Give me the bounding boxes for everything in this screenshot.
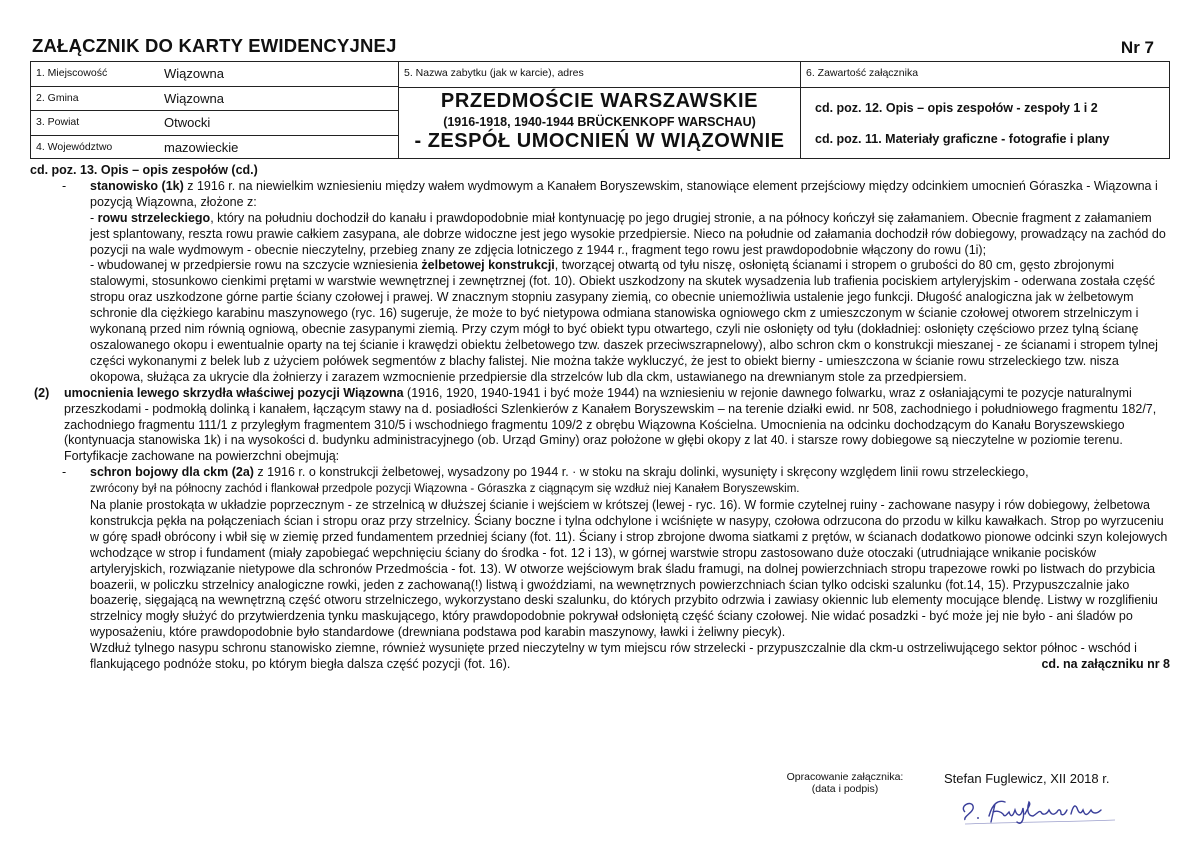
- field-label: 3. Powiat: [36, 116, 80, 128]
- attachment-number: Nr 7: [1120, 38, 1154, 57]
- divider: [399, 87, 800, 88]
- contents-cell: [801, 62, 1169, 158]
- field-row-commune: [31, 87, 398, 112]
- term-schron: schron bojowy dla ckm (2a): [90, 465, 254, 480]
- field-label: 4. Województwo: [36, 140, 113, 153]
- paragraph-text: z 1916 r. na niewielkim wzniesieniu między wałem wydmowym a Kanałem Boryszewskim, stanowiące element przejściowy między odcinkiem umocnień Góraszka - Wiązowna i pozycją Wiązowna, złożone z:: [90, 178, 1158, 209]
- paragraph-rowu: [30, 211, 1170, 259]
- location-fields: [31, 62, 399, 158]
- term-rowu: rowu strzeleckiego: [97, 210, 211, 225]
- author-date: Stefan Fuglewicz, XII 2018 r.: [944, 771, 1110, 786]
- field-label: 2. Gmina: [36, 91, 79, 104]
- prepared-label: Opracowanie załącznika:: [786, 771, 904, 783]
- paragraph-stanowisko: [30, 179, 1170, 211]
- list-dash: -: [62, 178, 67, 193]
- term-umocnienia: umocnienia lewego skrzydła właściwej pozycji Wiązowna: [64, 385, 404, 400]
- document-body: [30, 163, 1170, 673]
- paragraph-text: z 1916 r. o konstrukcji żelbetowej, wysadzony po 1944 r. · w stoku na skraju dolinki, wysunięty i skręcony względem linii rowu strzeleckiego,: [253, 465, 1029, 480]
- paragraph-schron: [30, 465, 1170, 498]
- paragraph-text: , tworzącej otwartą od tyłu niszę, osłoniętą ścianami i stropem o grubości do 80 cm, gęsto zbrojonymi stalowymi, stosunkowo cienkimi prętami w warstwie wewnętrznej i zewnętrznej (fot. 10). Obiekt uszkodzony na skutek wysadzenia lub trafienia pociskiem artyleryjskim - oderwana została część stropu oraz uszkodzone górne partie ściany czołowej i prawej. W znacznym stopniu zasypany ziemią, co obecnie uniemożliwia ustalenie jego funkcji. Długość analogiczna jak w żelbetowym schronie dla ciężkiego karabinu maszynowego (ryc. 16) sugeruje, że może to być nietypowa odmiana stanowiska ogniowego ckm z umieszczonym w ścianie czołowej otworem strzelniczym i wykonaną przed nim równią ogniową, obecnie zasypanymi ziemią. Przy czym mógł to być obiekt typu otwartego, czyli nie osłonięty od tyłu (dokładniej: osłonięty częściowo przez tylną ścianę oszalowanego okopu i ewentualnie oparty na tej ścianie i krawędzi obiektu żelbetowego tzw. daszek przeciwszrapnelowy), albo schron ckm o konstrukcji mieszanej - ze ścianami i stropem tylnej części wykonanymi z belek lub z użyciem połówek segmentów z blachy falistej. Nie można także wykluczyć, że jest to obiekt bierny - umieszczona w ścianie rowu strzeleckiego tzw. nisza okopowa, służąca za ukrycie dla żołnierzy i zarazem wzmocnienie przedpiersie dla strzelców lub dla ckm, ustawianego na drewnianym stole za przedpiersiem.: [90, 258, 1158, 384]
- monument-name-line2: (1916-1918, 1940-1944 BRÜCKENKOPF WARSCHAU): [443, 115, 756, 129]
- paragraph-text-small: zwrócony był na północny zachód i flankował przedpole pozycji Wiązowna - Góraszka z ciągnącym się wzdłuż niej Kanałem Boryszewskim.: [90, 483, 800, 496]
- field-row-county: [31, 111, 398, 136]
- header-table: [30, 61, 1170, 159]
- handwritten-signature: [955, 792, 1125, 831]
- continued-note: cd. na załączniku nr 8: [1041, 657, 1170, 671]
- paragraph-text: (1916, 1920, 1940-1941 i być może 1944) na wzniesieniu w rejonie dawnego folwarku, wraz z osłaniającymi te pozycje naturalnymi przeszkodami - podmokłą dolinką i kanałem, łączącym stawy na d. posiadłości Szlenkierów z Kanałem Boryszewskim – na terenie działki ewid. nr 508, zachodniego i południowego fragmentu 182/7, zachodniego fragmentu 111/1 z przyległym fragmentem 310/5 i wschodniego fragmentu 109/2 z obrębu Wiązowna Kościelna. Umocnienia na odcinku dochodzącym do Kanału Boryszewskiego (kontynuacja stanowiska 1k) i na wysokości d. budynku administracyjnego (ob. Urząd Gminy) oraz położone w głębi okopy z lat 40. i starsze rowy dobiegowe są nieczytelne w poziomie terenu. Fortyfikacje zachowane na powierzchni obejmują:: [64, 385, 1157, 464]
- paragraph-plan: Na planie prostokąta w układzie poprzecznym - ze strzelnicą w dłuższej ścianie i wejściem w krótszej (lewej - ryc. 16). W formie czytelnej ruiny - zachowane nasypy i rów dobiegowy, żelbetowa konstrukcja pękła na połączeniach ścian i stropu oraz przy strzelnicy. Ściany boczne i tylna odchylone i wciśnięte w nasypy, czołowa odrzucona do przodu w kilku kawałkach. Strop po wyrzuceniu w górę spadł obrócony i wbił się w ziemię przed fundamentem przedniej ściany (fot. 11). Ściany i strop zbrojone dwoma siatkami z prętów, w ścianach dodatkowo pionowe odcinki szyn kolejowych wchodzące w strop i fundament (miały zapobiegać wepchnięciu ściany do środka - fot. 12 i 13), w górnej warstwie stropu zastosowano duże otoczaki (utrudniające wnikanie pocisków artyleryjskich, rozwiązanie nietypowe dla schronów Przedmościa - fot. 13). W otworze wejściowym brak śladu framugi, na dolnej powierzchniach stropu trapezowe rowki po listwach do przybicia boazerii, w policzku strzelnicy analogiczne rowki, jeden z zachowaną(!) listwą i gwoździami, na wewnętrznych powierzchniach ścian tylko odciski szalunku (fot.14, 15). Przypuszczalnie jako boazerię, sięgającą na wewnętrzną część otworu strzelniczego, wykorzystano deski szalunku, do których przybito odrzwia i zawiasy okiennic lub elementy mocujące blendę. Listwy w rozglifieniu strzelnicy mogły służyć do przytwierdzenia tynku maskującego, który prawdopodobnie pokrywał odsłoniętą część ściany czołowej. Nie widać posadzki - być może jej nie było - ani śladów po wyposażeniu, które prawdopodobnie było standardowe (drewniana podstawa pod karabin maszynowy, ławki i żeliwny piecyk).: [90, 498, 1168, 640]
- paragraph-nasyp: Wzdłuż tylnego nasypu schronu stanowisko ziemne, również wysunięte przed nieczytelny w tym miejscu rów strzelecki - przypuszczalnie dla ckm-u ostrzeliwującego sektor północ - wschód i flankującego podnóże stoku, po którym biegła dalsza część pozycji (fot. 16).: [90, 641, 1137, 672]
- monument-name-cell: [399, 62, 801, 158]
- paragraph-text: , który na południu dochodził do kanału i prawdopodobnie miał kontynuację po jego drugiej stronie, a na północy kończył się załamaniem. Obecnie fragment z załamaniem jest splantowany, reszta rowu prawie całkiem zasypana, ale dobrze widoczne jest jego wysokie przedpiersie. Nieco na południe od załamania dochodził rów dobiegowy, prowadzący na zachód do pozycji na wale wydmowym - obecnie nieczytelny, przebieg znany ze zdjęcia lotniczego z 1944 r., fragment tego rowu jest prawdopodobnie włączony do rowu (1i);: [90, 210, 1166, 257]
- contents-line2: cd. poz. 11. Materiały graficzne - fotografie i plany: [815, 132, 1110, 146]
- field-value: Wiązowna: [164, 66, 224, 81]
- monument-label: 5. Nazwa zabytku (jak w karcie), adres: [404, 67, 584, 79]
- field-value: mazowieckie: [164, 139, 239, 155]
- list-dash: -: [62, 465, 67, 480]
- field-row-voivodeship: [31, 136, 398, 160]
- list-prefix: - wbudowanej w przedpiersie rowu na szczycie wzniesienia: [90, 258, 422, 273]
- field-value: Otwocki: [164, 115, 211, 130]
- monument-name-line3: - ZESPÓŁ UMOCNIEŃ W WIĄZOWNIE: [414, 130, 785, 152]
- list-prefix: -: [90, 210, 98, 225]
- contents-line1: cd. poz. 12. Opis – opis zespołów - zespoły 1 i 2: [815, 101, 1098, 115]
- section-heading: cd. poz. 13. Opis – opis zespołów (cd.): [30, 163, 258, 177]
- divider: [801, 87, 1169, 88]
- page-title: ZAŁĄCZNIK DO KARTY EWIDENCYJNEJ: [32, 35, 397, 56]
- field-label: 1. Miejscowość: [36, 67, 108, 79]
- field-value: Wiązowna: [164, 90, 224, 106]
- field-row-locality: [31, 62, 398, 87]
- prepared-by-label: [780, 771, 910, 795]
- prepared-sub: (data i podpis): [811, 783, 879, 795]
- paragraph-konstrukcji: [30, 258, 1170, 385]
- section-2: [30, 386, 1170, 466]
- section-number: (2): [34, 385, 50, 400]
- contents-label: 6. Zawartość załącznika: [806, 67, 919, 79]
- term-konstrukcji: żelbetowej konstrukcji: [421, 258, 555, 273]
- term-stanowisko: stanowisko (1k): [90, 178, 184, 193]
- monument-name-line1: PRZEDMOŚCIE WARSZAWSKIE: [440, 90, 759, 112]
